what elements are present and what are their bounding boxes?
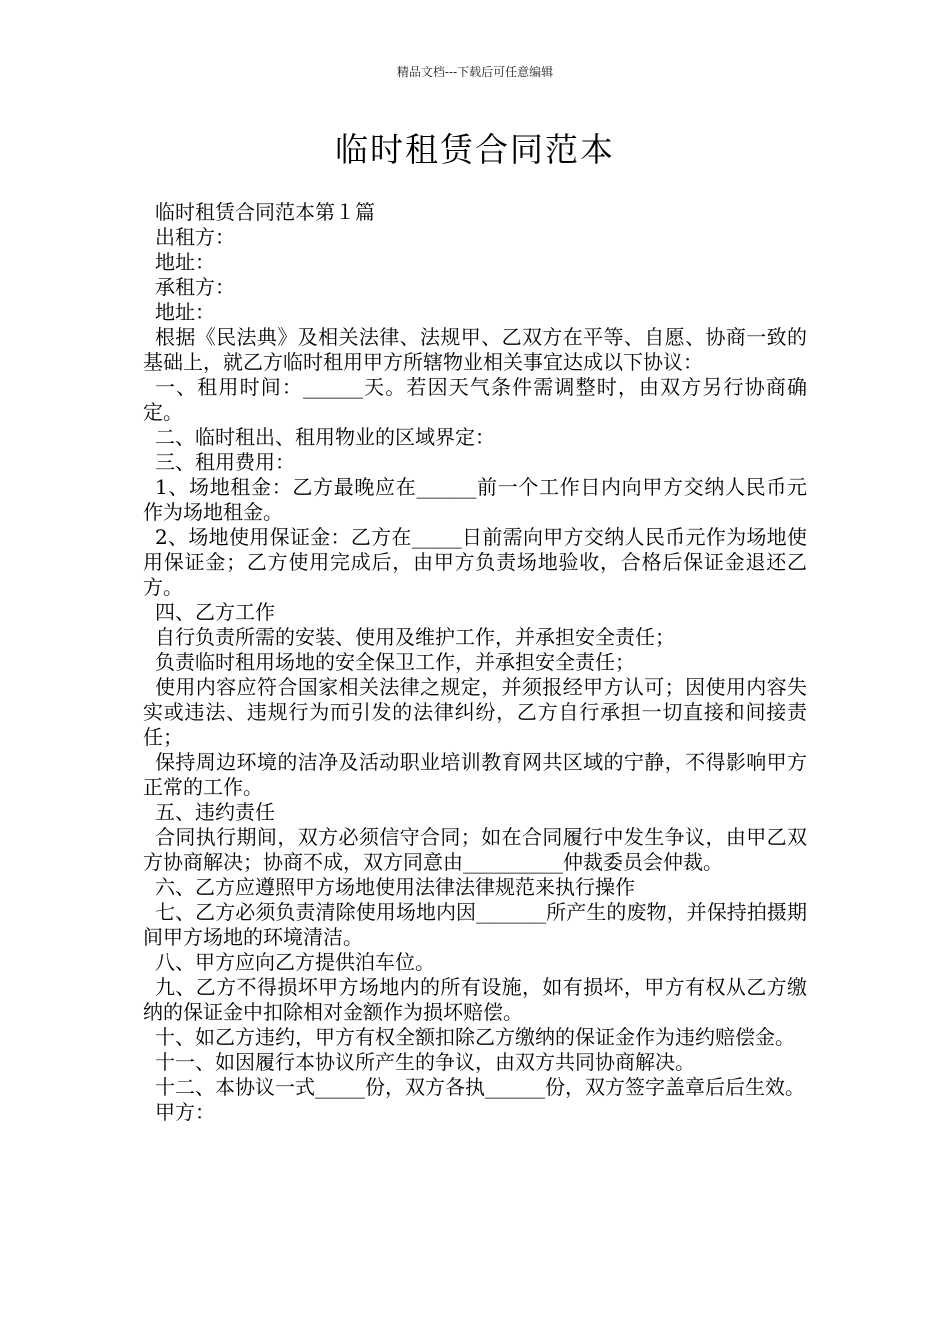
duty-security: 负责临时租用场地的安全保卫工作，并承担安全责任； — [155, 650, 635, 674]
clause-8: 八、甲方应向乙方提供泊车位。 — [155, 950, 435, 974]
clause-5-liability: 五、违约责任 — [155, 800, 275, 824]
lessee-address-field: 地址： — [155, 300, 215, 324]
clause-1-rental-period: 一、租用时间：______天。若因天气条件需调整时，由双方另行协商确定。 — [143, 375, 807, 424]
lessor-field: 出租方： — [155, 225, 235, 249]
section-heading: 临时租赁合同范本第１篇 — [155, 200, 375, 224]
clause-7: 七、乙方必须负责清除使用场地内因_______所产生的废物，并保持拍摄期间甲方场地的环境清洁。 — [143, 900, 807, 949]
contract-body — [143, 200, 807, 1125]
lessee-field: 承租方： — [155, 275, 235, 299]
clause-4-lessee-duties: 四、乙方工作 — [155, 600, 275, 624]
clause-2-area-definition: 二、临时租出、租用物业的区域界定： — [155, 425, 495, 449]
liability-dispute: 合同执行期间，双方必须信守合同；如在合同履行中发生争议，由甲乙双方协商解决；协商不成，双方同意由__________仲裁委员会仲裁。 — [143, 825, 807, 874]
clause-9: 九、乙方不得损坏甲方场地内的所有设施，如有损坏，甲方有权从乙方缴纳的保证金中扣除相对金额作为损坏赔偿。 — [143, 975, 807, 1024]
header-note: 精品文档---下载后可任意编辑 — [396, 65, 554, 79]
duty-legal-content: 使用内容应符合国家相关法律之规定，并须报经甲方认可；因使用内容失实或违法、违规行为而引发的法律纠纷，乙方自行承担一切直接和间接责任； — [143, 675, 807, 749]
clause-3-rental-fees: 三、租用费用： — [155, 450, 295, 474]
duty-installation: 自行负责所需的安装、使用及维护工作，并承担安全责任； — [155, 625, 675, 649]
clause-12: 十二、本协议一式_____份，双方各执______份，双方签字盖章后后生效。 — [155, 1075, 805, 1099]
preamble-paragraph: 根据《民法典》及相关法律、法规甲、乙双方在平等、自愿、协商一致的基础上，就乙方临时租用甲方所辖物业相关事宜达成以下协议： — [143, 325, 807, 374]
clause-3-2-deposit: 2、场地使用保证金：乙方在_____日前需向甲方交纳人民币元作为场地使用保证金；乙方使用完成后，由甲方负责场地验收，合格后保证金退还乙方。 — [143, 525, 807, 599]
clause-10: 十、如乙方违约，甲方有权全额扣除乙方缴纳的保证金作为违约赔偿金。 — [155, 1025, 795, 1049]
party-a-signature-field: 甲方： — [155, 1100, 215, 1124]
duty-environment: 保持周边环境的洁净及活动职业培训教育网共区域的宁静，不得影响甲方正常的工作。 — [143, 750, 807, 799]
document-title: 临时租赁合同范本 — [335, 130, 615, 169]
clause-6: 六、乙方应遵照甲方场地使用法律法律规范来执行操作 — [155, 875, 635, 899]
lessor-address-field: 地址： — [155, 250, 215, 274]
clause-11: 十一、如因履行本协议所产生的争议，由双方共同协商解决。 — [155, 1050, 695, 1074]
clause-3-1-site-rent: 1、场地租金：乙方最晚应在______前一个工作日内向甲方交纳人民币元作为场地租金。 — [143, 475, 807, 524]
